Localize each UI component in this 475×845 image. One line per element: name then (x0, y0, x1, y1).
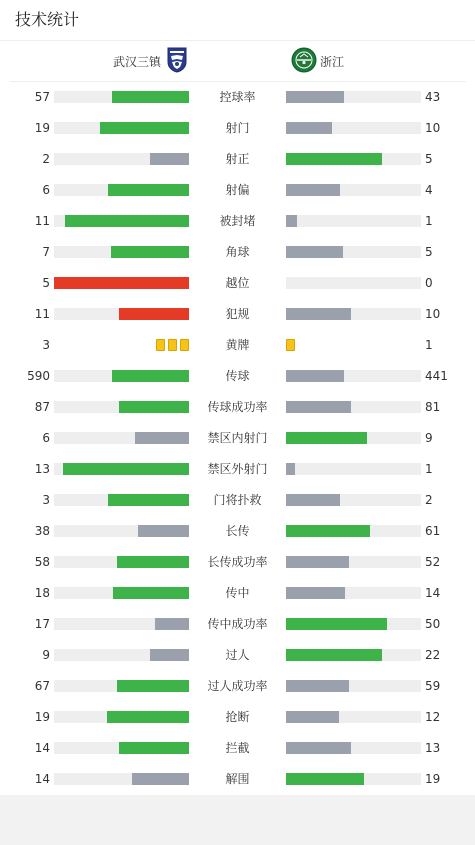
home-stat-value: 18 (34, 586, 50, 600)
stat-label: 犯规 (225, 307, 250, 321)
stat-label: 角球 (225, 245, 250, 259)
home-stat-bar-track (54, 556, 189, 568)
away-stat-bar-track (286, 153, 421, 165)
away-stat-bar (286, 432, 367, 444)
away-stat-bar-track (286, 773, 421, 785)
yellow-card-icon (180, 339, 189, 351)
home-stat-bar (63, 463, 189, 475)
stat-row (0, 237, 475, 268)
away-team[interactable] (291, 48, 344, 74)
stat-row (0, 392, 475, 423)
away-stat-bar-track (286, 246, 421, 258)
away-stat-bar (286, 184, 340, 196)
home-stat-bar-track (54, 742, 189, 754)
home-stat-bar-track (54, 122, 189, 134)
stat-row (0, 82, 475, 113)
home-stat-value: 9 (42, 648, 50, 662)
away-stat-value: 14 (425, 586, 441, 600)
away-stat-value: 4 (425, 183, 433, 197)
home-stat-bar-track (54, 308, 189, 320)
away-stat-bar-track (286, 277, 421, 289)
home-stat-bar (155, 618, 189, 630)
home-stat-bar-track (54, 711, 189, 723)
home-stat-bar-track (54, 184, 189, 196)
wuhan-three-towns-crest-icon (167, 47, 187, 76)
away-stat-bar (286, 525, 370, 537)
home-stat-bar (113, 587, 189, 599)
home-stat-bar-track (54, 618, 189, 630)
stat-row (0, 485, 475, 516)
away-stat-value: 19 (425, 772, 441, 786)
stats-list (0, 82, 475, 795)
stat-row (0, 330, 475, 361)
home-stat-bar (150, 153, 189, 165)
stat-label: 长传 (225, 524, 250, 538)
away-stat-bar-track (286, 463, 421, 475)
home-stat-bar (135, 432, 189, 444)
stat-row (0, 578, 475, 609)
home-stat-value: 6 (42, 183, 50, 197)
home-stat-bar (132, 773, 189, 785)
away-stat-bar (286, 680, 349, 692)
stat-row (0, 113, 475, 144)
home-stat-value: 14 (34, 741, 50, 755)
away-stat-bar-track (286, 401, 421, 413)
home-stat-bar-track (54, 587, 189, 599)
stat-row (0, 547, 475, 578)
stat-row (0, 516, 475, 547)
away-stat-value: 0 (425, 276, 433, 290)
away-stat-value: 10 (425, 307, 441, 321)
home-stat-bar-track (54, 246, 189, 258)
away-stat-bar (286, 401, 351, 413)
home-stat-value: 38 (34, 524, 50, 538)
home-stat-value: 19 (34, 121, 50, 135)
home-stat-value: 17 (34, 617, 50, 631)
stat-label: 过人 (225, 648, 250, 662)
stat-label: 过人成功率 (207, 679, 268, 693)
away-stat-bar-track (286, 184, 421, 196)
stat-label: 抢断 (225, 710, 250, 724)
home-stat-value: 19 (34, 710, 50, 724)
away-stat-bar-track (286, 680, 421, 692)
away-stat-bar (286, 773, 364, 785)
away-stat-bar (286, 587, 345, 599)
stat-row (0, 764, 475, 795)
stat-label: 长传成功率 (207, 555, 268, 569)
stat-label: 解围 (225, 772, 250, 786)
home-stat-bar (119, 742, 189, 754)
away-stat-value: 12 (425, 710, 441, 724)
home-stat-bar (100, 122, 189, 134)
stat-label: 控球率 (219, 90, 256, 104)
stat-row (0, 702, 475, 733)
away-stat-value: 52 (425, 555, 441, 569)
home-stat-bar (65, 215, 189, 227)
away-stat-value: 9 (425, 431, 433, 445)
home-stat-bar-track (54, 494, 189, 506)
home-stat-value: 590 (27, 369, 50, 383)
away-stat-bar (286, 308, 351, 320)
home-stat-bar-track (54, 401, 189, 413)
away-stat-bar-track (286, 494, 421, 506)
away-stat-bar (286, 463, 295, 475)
home-stat-bar (112, 370, 189, 382)
away-stat-bar-track (286, 215, 421, 227)
away-stat-value: 5 (425, 245, 433, 259)
home-stat-value: 2 (42, 152, 50, 166)
stat-label: 传球成功率 (207, 400, 268, 414)
stat-label: 黄牌 (225, 338, 250, 352)
home-stat-value: 13 (34, 462, 50, 476)
away-stat-bar (286, 91, 344, 103)
stat-row (0, 609, 475, 640)
away-stat-bar-track (286, 711, 421, 723)
away-stat-bar (286, 618, 387, 630)
away-stat-value: 50 (425, 617, 441, 631)
stat-label: 射正 (225, 152, 250, 166)
stat-label: 传中成功率 (207, 617, 268, 631)
home-stat-bar-track (54, 773, 189, 785)
away-stat-bar (286, 556, 349, 568)
stat-label: 禁区外射门 (207, 462, 268, 476)
home-stat-value: 6 (42, 431, 50, 445)
home-stat-value: 11 (34, 214, 50, 228)
away-stat-bar-track (286, 525, 421, 537)
home-stat-bar (150, 649, 189, 661)
yellow-card-icon (286, 339, 295, 351)
away-stat-bar-track (286, 122, 421, 134)
away-yellow-cards (286, 339, 295, 351)
home-stat-bar (111, 246, 189, 258)
page-title: 技术统计 (15, 10, 80, 29)
stat-row (0, 206, 475, 237)
stat-label: 禁区内射门 (207, 431, 268, 445)
home-stat-value: 58 (34, 555, 50, 569)
away-stat-bar (286, 153, 382, 165)
stat-row (0, 671, 475, 702)
stat-row (0, 299, 475, 330)
away-stat-value: 1 (425, 338, 433, 352)
stat-row (0, 361, 475, 392)
home-stat-bar-track (54, 215, 189, 227)
zhejiang-crest-icon (291, 47, 317, 76)
away-stat-value: 10 (425, 121, 441, 135)
away-stat-value: 43 (425, 90, 441, 104)
away-stat-value: 81 (425, 400, 441, 414)
home-stat-bar-track (54, 91, 189, 103)
home-stat-bar (119, 308, 189, 320)
home-stat-bar (112, 91, 189, 103)
home-stat-value: 7 (42, 245, 50, 259)
away-stat-bar (286, 246, 343, 258)
home-stat-bar-track (54, 432, 189, 444)
stat-row (0, 640, 475, 671)
away-stat-bar-track (286, 649, 421, 661)
home-stat-value: 67 (34, 679, 50, 693)
away-team-name: 浙江 (320, 54, 345, 69)
home-stat-value: 57 (34, 90, 50, 104)
home-stat-bar (108, 184, 189, 196)
home-stat-value: 14 (34, 772, 50, 786)
away-stat-bar (286, 711, 339, 723)
home-yellow-cards (156, 339, 189, 351)
home-stat-bar-track (54, 680, 189, 692)
away-stat-value: 59 (425, 679, 441, 693)
home-stat-bar (119, 401, 189, 413)
stat-row (0, 144, 475, 175)
away-stat-bar-track (286, 742, 421, 754)
home-stat-bar-track (54, 525, 189, 537)
stat-label: 被封堵 (219, 214, 256, 228)
away-stat-bar (286, 742, 351, 754)
stat-label: 射偏 (225, 183, 250, 197)
home-stat-bar-track (54, 153, 189, 165)
stat-row (0, 454, 475, 485)
home-stat-bar (107, 711, 189, 723)
away-stat-bar (286, 215, 297, 227)
away-stat-value: 22 (425, 648, 441, 662)
home-stat-bar (138, 525, 189, 537)
away-stat-bar-track (286, 370, 421, 382)
stat-row (0, 423, 475, 454)
home-stat-value: 5 (42, 276, 50, 290)
stat-row (0, 733, 475, 764)
stat-row (0, 268, 475, 299)
home-team[interactable] (113, 48, 187, 74)
away-stat-bar (286, 122, 332, 134)
away-stat-bar (286, 649, 382, 661)
teams-header (0, 41, 475, 81)
away-stat-bar (286, 370, 344, 382)
away-stat-value: 13 (425, 741, 441, 755)
home-stat-bar (54, 277, 189, 289)
yellow-card-icon (156, 339, 165, 351)
away-stat-bar-track (286, 91, 421, 103)
away-stat-value: 441 (425, 369, 448, 383)
stat-label: 门将扑救 (213, 493, 262, 507)
home-stat-value: 87 (34, 400, 50, 414)
home-stat-bar (117, 680, 189, 692)
away-stat-value: 1 (425, 214, 433, 228)
away-stat-value: 61 (425, 524, 441, 538)
away-stat-value: 2 (425, 493, 433, 507)
stat-label: 传中 (225, 586, 250, 600)
stat-label: 拦截 (225, 741, 250, 755)
away-stat-value: 5 (425, 152, 433, 166)
away-stat-bar-track (286, 618, 421, 630)
away-stat-bar (286, 494, 340, 506)
home-stat-bar-track (54, 277, 189, 289)
away-stat-bar-track (286, 556, 421, 568)
home-stat-bar-track (54, 463, 189, 475)
home-stat-value: 3 (42, 338, 50, 352)
home-stat-value: 3 (42, 493, 50, 507)
home-team-name: 武汉三镇 (112, 54, 161, 69)
home-stat-value: 11 (34, 307, 50, 321)
home-stat-bar (108, 494, 189, 506)
stat-row (0, 175, 475, 206)
away-stat-bar-track (286, 432, 421, 444)
yellow-card-icon (168, 339, 177, 351)
stat-label: 传球 (225, 369, 250, 383)
away-stat-value: 1 (425, 462, 433, 476)
stat-label: 射门 (225, 121, 250, 135)
home-stat-bar-track (54, 649, 189, 661)
away-stat-bar-track (286, 308, 421, 320)
home-stat-bar (117, 556, 189, 568)
away-stat-bar-track (286, 587, 421, 599)
stat-label: 越位 (225, 276, 250, 290)
home-stat-bar-track (54, 370, 189, 382)
